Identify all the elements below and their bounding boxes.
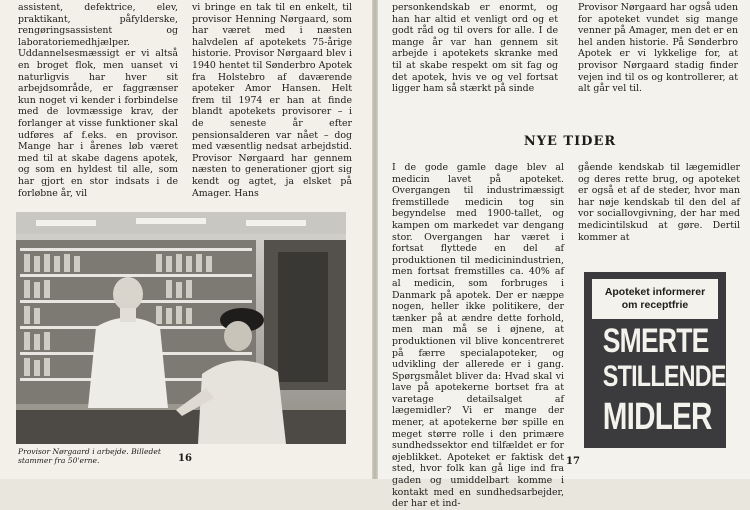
- right-bottom-column-2-text: gående kendskab til lægemidler og deres rette brug, og apoteket er også et af de steder, hvor man har nøje kendskab til den del af vor sociallovgivning, der har med medicintilskud at gøre. Dertil kommer at: [578, 162, 740, 243]
- section-heading: NYE TIDER: [523, 134, 617, 149]
- left-column-2: [192, 2, 352, 204]
- right-top-column-1: [392, 2, 558, 102]
- right-bottom-column-1-text: I de gode gamle dage blev al medicin lavet på apoteket. Overgangen til industrimæssigt fremstillede medicin tog sin begyndelse med 1900-tallet, og kampen om markedet var dengang stor. Overgangen har været i fortsat flyttede en del af produktionen til medicinindustrien, men fortsat fremstilles ca. 40% af al medicin, som forbruges i Danmark på apotek. Der er næppe nogen, heller ikke politikere, der tænker på at ændre dette forhold, men man må se i øjnene, at produktionen vil blive koncentreret på færre specialapoteker, og udvikling der allerede er i gang. Spørgsmålet bliver da: Hvad skal vi lave på apotekerne bortset fra at varetage detailsalget af lægemidler? Vi er mange der mener, at apotekerne bør spille en meget større rolle i den primære sundhedssektor end tilfældet er for øjeblikket. Apoteket er faktisk det sted, hvor folk kan gå lige ind fra gaden og umiddelbart komme i kontakt med en sundhedsarbejder, der har et ind-: [392, 162, 564, 510]
- right-top-column-1-text: personkendskab er enormt, og han har altid et venligt ord og et godt råd og til overs for alle. I de mange år var han gennem sit arbejde i apotekets skranke med til at skabe respekt om sit fag og det apotek, hvis ve og vel fortsat ligger ham så stærkt på sinde: [392, 2, 558, 95]
- right-bottom-column-1: [392, 162, 564, 510]
- pharmacy-photo: [16, 212, 346, 444]
- advertisement-big-word-3: MIDLER: [602, 396, 712, 438]
- advertisement-line-2: om receptfrie: [621, 299, 689, 311]
- advertisement-line-1: Apoteket informerer: [604, 286, 706, 298]
- advertisement-big-word-1: SMERTE: [602, 322, 709, 360]
- page-number-left: 16: [178, 453, 192, 464]
- photo-caption: Provisor Nørgaard i arbejde. Billedet stammer fra 50'erne.: [18, 447, 161, 465]
- right-bottom-column-2: [578, 162, 740, 258]
- advertisement-big-word-2: STILLENDE: [602, 360, 726, 393]
- left-column-2-text: vi bringe en tak til en enkelt, til provisor Henning Nørgaard, som har været med i næsten halvdelen af apotekets 75-årige historie. Provisor Nørgaard blev i 1940 hentet til Sønderbro Apotek fra Holstebro af daværende apoteker Amor Hansen. Helt frem til 1974 er han at finde blandt apotekets provisorer – i de seneste år efter pensionsalderen var nået – dog med væsentlig nedsat arbejdstid. Provisor Nørgaard har gennem næsten to generationer gjort sig kendt og agtet, ja elsket på Amager. Hans: [192, 2, 352, 199]
- page-number-right: 17: [566, 456, 580, 467]
- left-column-1-text: assistent, defektrice, elev, praktikant, påfylderske, rengøringsassistent og laboratoriemedhjælper. Uddannelsesmæssigt er vi altså en broget flok, men uanset vi naturligvis har hver sit arbejdsområde, er faggrænser kun noget vi kender i forbindelse med de lovmæssige krav, der forlanger at visse funktioner skal udføres af f.eks. en provisor. Mange har i årenes løb været med til at skabe dagens apotek, og som en hyldest til alle, som har gjort en stor indsats i de forløbne år, vil: [18, 2, 178, 199]
- pharmacy-photo-illustration: [16, 212, 346, 444]
- advertisement-box: [584, 272, 726, 448]
- right-top-column-2: [578, 2, 738, 102]
- right-top-column-2-text: Provisor Nørgaard har også uden for apoteket vundet sig mange venner på Amager, men det er en hel anden historie. På Sønderbro Apotek er vi lykkelige for, at provisor Nørgaard stadig finder vejen ind til os og kontrollerer, at alt går vel til.: [578, 2, 738, 95]
- left-column-1: [18, 2, 178, 204]
- advertisement-header: [592, 279, 718, 319]
